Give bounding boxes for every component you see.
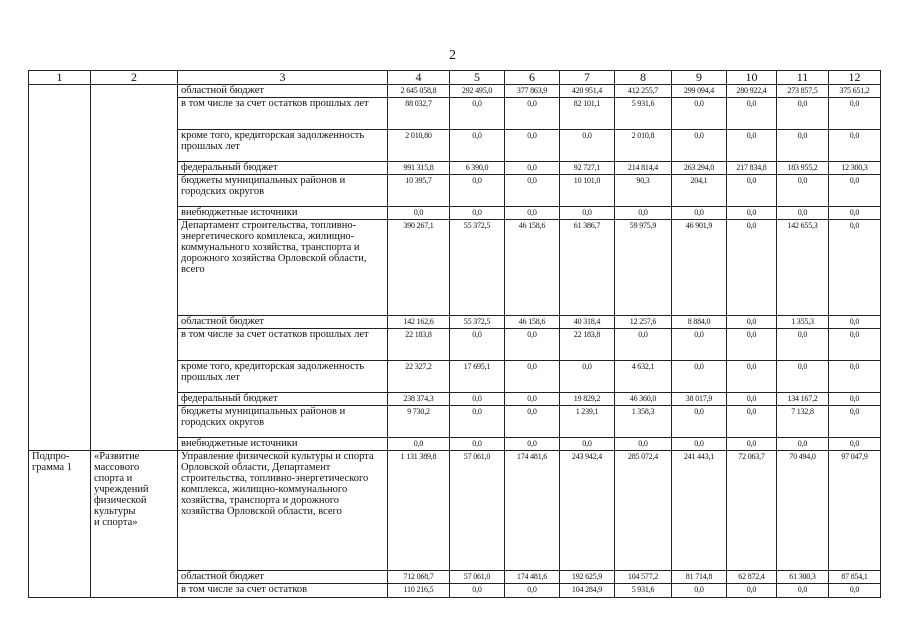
cell-value: 0,0 bbox=[777, 584, 829, 598]
cell-value: 104 577,2 bbox=[615, 571, 672, 584]
cell-value: 0,0 bbox=[829, 207, 881, 220]
column-header-5: 5 bbox=[450, 71, 505, 85]
cell-value: 9 730,2 bbox=[388, 406, 450, 438]
cell-value: 0,0 bbox=[777, 175, 829, 207]
cell-value: 38 017,9 bbox=[672, 393, 727, 406]
cell-value: 0,0 bbox=[450, 438, 505, 451]
row-label: областной бюджет bbox=[178, 571, 388, 584]
cell-value: 55 372,5 bbox=[450, 220, 505, 316]
cell-value: 238 374,3 bbox=[388, 393, 450, 406]
row-label: кроме того, кредиторская задолженность прошлых лет bbox=[178, 130, 388, 162]
cell-value: 46 158,6 bbox=[505, 316, 560, 329]
cell-value: 4 632,1 bbox=[615, 361, 672, 393]
cell-value: 0,0 bbox=[727, 406, 777, 438]
cell-value: 82 101,1 bbox=[560, 98, 615, 130]
cell-value: 0,0 bbox=[829, 316, 881, 329]
cell-value: 0,0 bbox=[505, 98, 560, 130]
row-label: бюджеты муниципальных районов и городских округов bbox=[178, 175, 388, 207]
cell-value: 10 395,7 bbox=[388, 175, 450, 207]
column-header-11: 11 bbox=[777, 71, 829, 85]
cell-value: 104 284,9 bbox=[560, 584, 615, 598]
cell-value: 0,0 bbox=[672, 584, 727, 598]
cell-value: 0,0 bbox=[560, 130, 615, 162]
cell-value: 0,0 bbox=[829, 98, 881, 130]
cell-value: 412 255,7 bbox=[615, 85, 672, 98]
cell-value: 241 443,1 bbox=[672, 451, 727, 571]
cell-value: 0,0 bbox=[777, 361, 829, 393]
cell-value: 6 390,0 bbox=[450, 162, 505, 175]
cell-value: 92 727,1 bbox=[560, 162, 615, 175]
row-label: в том числе за счет остатков прошлых лет bbox=[178, 98, 388, 130]
cell-value: 273 857,5 bbox=[777, 85, 829, 98]
subprogram-title: «Развитие массового спорта и учреждений физической культуры и спорта» bbox=[91, 451, 178, 598]
cell-value: 1 358,3 bbox=[615, 406, 672, 438]
cell-value: 17 695,1 bbox=[450, 361, 505, 393]
cell-value: 0,0 bbox=[450, 207, 505, 220]
cell-value: 46 360,0 bbox=[615, 393, 672, 406]
cell-value: 0,0 bbox=[777, 130, 829, 162]
cell-value: 0,0 bbox=[672, 438, 727, 451]
row-group-col2 bbox=[91, 85, 178, 451]
cell-value: 10 101,0 bbox=[560, 175, 615, 207]
cell-value: 0,0 bbox=[829, 361, 881, 393]
row-label: в том числе за счет остатков bbox=[178, 584, 388, 598]
cell-value: 0,0 bbox=[672, 98, 727, 130]
cell-value: 375 651,2 bbox=[829, 85, 881, 98]
cell-value: 292 495,0 bbox=[450, 85, 505, 98]
column-header-3: 3 bbox=[178, 71, 388, 85]
cell-value: 0,0 bbox=[615, 329, 672, 361]
column-header-2: 2 bbox=[91, 71, 178, 85]
cell-value: 46 158,6 bbox=[505, 220, 560, 316]
cell-value: 0,0 bbox=[727, 438, 777, 451]
cell-value: 0,0 bbox=[727, 584, 777, 598]
cell-value: 0,0 bbox=[829, 406, 881, 438]
cell-value: 61 386,7 bbox=[560, 220, 615, 316]
cell-value: 0,0 bbox=[505, 584, 560, 598]
row-group-col1 bbox=[29, 85, 91, 451]
cell-value: 22 183,8 bbox=[560, 329, 615, 361]
cell-value: 0,0 bbox=[505, 329, 560, 361]
cell-value: 0,0 bbox=[672, 329, 727, 361]
cell-value: 5 931,6 bbox=[615, 98, 672, 130]
cell-value: 377 863,9 bbox=[505, 85, 560, 98]
cell-value: 0,0 bbox=[829, 175, 881, 207]
cell-value: 2 010,8 bbox=[615, 130, 672, 162]
cell-value: 183 955,2 bbox=[777, 162, 829, 175]
cell-value: 0,0 bbox=[505, 175, 560, 207]
row-label: Департамент строительства, топливно-энергетического комплекса, жилищно-коммунального хозяйства, транспорта и дорожного хозяйства Орловской области, всего bbox=[178, 220, 388, 316]
cell-value: 0,0 bbox=[777, 98, 829, 130]
row-label: бюджеты муниципальных районов и городских округов bbox=[178, 406, 388, 438]
cell-value: 0,0 bbox=[615, 207, 672, 220]
cell-value: 0,0 bbox=[450, 130, 505, 162]
cell-value: 0,0 bbox=[560, 207, 615, 220]
budget-table bbox=[28, 70, 881, 598]
column-header-12: 12 bbox=[829, 71, 881, 85]
table-body bbox=[29, 85, 881, 598]
cell-value: 1 131 389,8 bbox=[388, 451, 450, 571]
cell-value: 59 975,9 bbox=[615, 220, 672, 316]
cell-value: 0,0 bbox=[505, 393, 560, 406]
cell-value: 991 315,8 bbox=[388, 162, 450, 175]
cell-value: 0,0 bbox=[560, 438, 615, 451]
cell-value: 0,0 bbox=[672, 406, 727, 438]
cell-value: 0,0 bbox=[727, 361, 777, 393]
row-label: областной бюджет bbox=[178, 316, 388, 329]
cell-value: 0,0 bbox=[672, 207, 727, 220]
row-label: кроме того, кредиторская задолженность прошлых лет bbox=[178, 361, 388, 393]
row-label: федеральный бюджет bbox=[178, 162, 388, 175]
cell-value: 192 625,9 bbox=[560, 571, 615, 584]
cell-value: 61 300,3 bbox=[777, 571, 829, 584]
table-row bbox=[29, 85, 881, 98]
cell-value: 22 183,8 bbox=[388, 329, 450, 361]
cell-value: 0,0 bbox=[388, 438, 450, 451]
cell-value: 12 300,3 bbox=[829, 162, 881, 175]
cell-value: 0,0 bbox=[450, 584, 505, 598]
cell-value: 57 061,0 bbox=[450, 571, 505, 584]
column-header-7: 7 bbox=[560, 71, 615, 85]
cell-value: 0,0 bbox=[727, 175, 777, 207]
cell-value: 263 294,0 bbox=[672, 162, 727, 175]
cell-value: 0,0 bbox=[450, 406, 505, 438]
cell-value: 2 645 058,8 bbox=[388, 85, 450, 98]
cell-value: 1 239,1 bbox=[560, 406, 615, 438]
cell-value: 285 072,4 bbox=[615, 451, 672, 571]
cell-value: 0,0 bbox=[829, 130, 881, 162]
column-header-1: 1 bbox=[29, 71, 91, 85]
row-label: федеральный бюджет bbox=[178, 393, 388, 406]
cell-value: 1 355,3 bbox=[777, 316, 829, 329]
cell-value: 243 942,4 bbox=[560, 451, 615, 571]
cell-value: 0,0 bbox=[727, 316, 777, 329]
cell-value: 0,0 bbox=[727, 220, 777, 316]
cell-value: 57 061,0 bbox=[450, 451, 505, 571]
cell-value: 0,0 bbox=[829, 584, 881, 598]
cell-value: 5 931,6 bbox=[615, 584, 672, 598]
cell-value: 46 901,9 bbox=[672, 220, 727, 316]
cell-value: 0,0 bbox=[505, 438, 560, 451]
cell-value: 142 655,3 bbox=[777, 220, 829, 316]
cell-value: 0,0 bbox=[777, 207, 829, 220]
cell-value: 0,0 bbox=[777, 329, 829, 361]
cell-value: 0,0 bbox=[777, 438, 829, 451]
cell-value: 390 267,1 bbox=[388, 220, 450, 316]
cell-value: 0,0 bbox=[450, 329, 505, 361]
cell-value: 0,0 bbox=[672, 361, 727, 393]
cell-value: 81 714,8 bbox=[672, 571, 727, 584]
cell-value: 204,1 bbox=[672, 175, 727, 207]
column-header-6: 6 bbox=[505, 71, 560, 85]
cell-value: 0,0 bbox=[727, 130, 777, 162]
column-header-8: 8 bbox=[615, 71, 672, 85]
cell-value: 0,0 bbox=[505, 361, 560, 393]
cell-value: 7 132,8 bbox=[777, 406, 829, 438]
cell-value: 19 829,2 bbox=[560, 393, 615, 406]
cell-value: 299 094,4 bbox=[672, 85, 727, 98]
cell-value: 87 854,1 bbox=[829, 571, 881, 584]
cell-value: 8 884,0 bbox=[672, 316, 727, 329]
table-row bbox=[29, 451, 881, 571]
cell-value: 40 318,4 bbox=[560, 316, 615, 329]
cell-value: 214 814,4 bbox=[615, 162, 672, 175]
cell-value: 0,0 bbox=[505, 406, 560, 438]
cell-value: 217 834,8 bbox=[727, 162, 777, 175]
cell-value: 0,0 bbox=[727, 393, 777, 406]
cell-value: 97 047,9 bbox=[829, 451, 881, 571]
cell-value: 0,0 bbox=[388, 207, 450, 220]
cell-value: 62 872,4 bbox=[727, 571, 777, 584]
cell-value: 2 010,80 bbox=[388, 130, 450, 162]
row-label: внебюджетные источники bbox=[178, 207, 388, 220]
cell-value: 712 068,7 bbox=[388, 571, 450, 584]
row-label: областной бюджет bbox=[178, 85, 388, 98]
cell-value: 0,0 bbox=[672, 130, 727, 162]
cell-value: 0,0 bbox=[727, 329, 777, 361]
cell-value: 0,0 bbox=[450, 98, 505, 130]
cell-value: 110 216,5 bbox=[388, 584, 450, 598]
cell-value: 0,0 bbox=[505, 162, 560, 175]
cell-value: 0,0 bbox=[727, 98, 777, 130]
cell-value: 22 327,2 bbox=[388, 361, 450, 393]
cell-value: 88 032,7 bbox=[388, 98, 450, 130]
cell-value: 0,0 bbox=[727, 207, 777, 220]
cell-value: 280 922,4 bbox=[727, 85, 777, 98]
cell-value: 72 063,7 bbox=[727, 451, 777, 571]
cell-value: 0,0 bbox=[450, 393, 505, 406]
cell-value: 55 372,5 bbox=[450, 316, 505, 329]
cell-value: 420 951,4 bbox=[560, 85, 615, 98]
column-header-9: 9 bbox=[672, 71, 727, 85]
cell-value: 70 494,0 bbox=[777, 451, 829, 571]
cell-value: 0,0 bbox=[560, 361, 615, 393]
cell-value: 0,0 bbox=[829, 329, 881, 361]
cell-value: 0,0 bbox=[615, 438, 672, 451]
cell-value: 0,0 bbox=[829, 393, 881, 406]
table-header bbox=[29, 71, 881, 85]
cell-value: 0,0 bbox=[505, 130, 560, 162]
cell-value: 90,3 bbox=[615, 175, 672, 207]
cell-value: 174 481,6 bbox=[505, 571, 560, 584]
cell-value: 0,0 bbox=[505, 207, 560, 220]
cell-value: 12 257,6 bbox=[615, 316, 672, 329]
row-label: в том числе за счет остатков прошлых лет bbox=[178, 329, 388, 361]
column-header-4: 4 bbox=[388, 71, 450, 85]
cell-value: 0,0 bbox=[829, 438, 881, 451]
page-number: 2 bbox=[449, 48, 456, 63]
cell-value: 134 167,2 bbox=[777, 393, 829, 406]
cell-value: 142 162,6 bbox=[388, 316, 450, 329]
row-label: внебюджетные источники bbox=[178, 438, 388, 451]
row-label: Управление физической культуры и спорта Орловской области, Департамент строительства, топливно-энергетического комплекса, жилищно-коммунального хозяйства, транспорта и дорожного хозяйства Орловской области, всего bbox=[178, 451, 388, 571]
subprogram-label: Подпро- грамма 1 bbox=[29, 451, 91, 598]
column-header-10: 10 bbox=[727, 71, 777, 85]
cell-value: 0,0 bbox=[450, 175, 505, 207]
cell-value: 0,0 bbox=[829, 220, 881, 316]
cell-value: 174 481,6 bbox=[505, 451, 560, 571]
